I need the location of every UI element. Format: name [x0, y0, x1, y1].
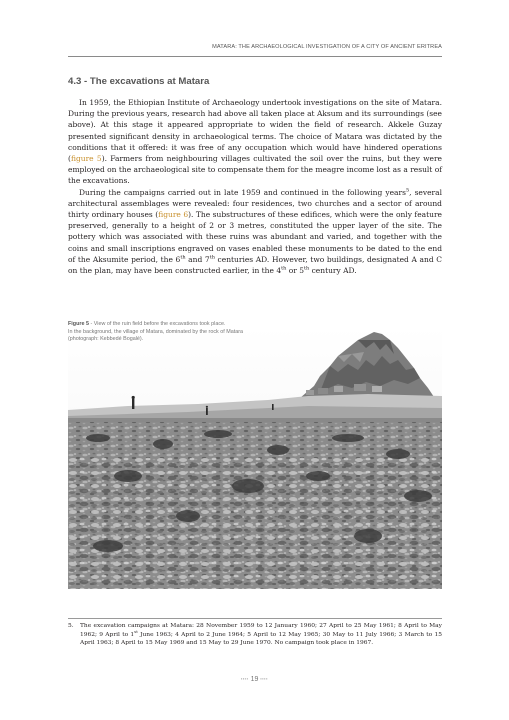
ordinal-suffix: th — [281, 265, 287, 272]
paragraph-2-text-c: ). The substructures of these edifices, which were the only feature preserved, generally to a height of 2 or 3 metres, constituted the upper layer of the site. The pottery which was associated with these ruins was abundant and varied, and together with the coins and small inscriptions engraved on vases enabled these monuments to be dated to the end of the Aksumite period, the 6 — [68, 210, 442, 264]
figure-label: Figure 5 — [68, 321, 89, 327]
paragraph-2-text-e: centuries AD. However, two buildings, designated A and C on the plan, may have been constructed earlier, in the 4 — [68, 254, 442, 276]
page-number: 19 — [250, 676, 259, 683]
caption-line-1 — [68, 321, 348, 329]
caption-text: - View of the ruin field before the excavations took place. — [88, 321, 226, 327]
paragraph-2-text-a: During the campaigns carried out in late 1959 and continued in the following years — [79, 187, 406, 197]
paragraph-2-text-g: century AD. — [309, 266, 357, 276]
footnote-text-b: June 1963; 4 April to 2 June 1964; 5 April to 12 May 1965; 30 May to 11 July 1966; 3 March to 15 April 1963; 8 April to 15 May 1969 and 15 May to 29 June 1970. No campaign took place in 1967. — [80, 631, 443, 647]
ordinal-suffix: st — [134, 628, 138, 634]
paragraph-1-text-b: ). Farmers from neighbouring villages cultivated the soil over the ruins, but they were employed on the archaeological site to compensate them for the meagre income lost as a result of the excavations. — [68, 154, 442, 186]
figure-5-photograph — [68, 326, 442, 589]
page-number-footer — [0, 676, 509, 683]
caption-line-3: (photograph: Kebbedé Bogalé). — [68, 336, 144, 343]
page-number-ornament-right: ▪▪▪▪ — [260, 676, 269, 681]
footnote-number: 5. — [68, 623, 74, 629]
paragraph-2-text-f: or 5 — [286, 266, 304, 276]
footnote-rule — [68, 618, 442, 619]
figure-5-link[interactable]: figure 5 — [70, 154, 102, 164]
paragraph-2-text-b: , several architectural assemblages were revealed: four residences, two churches and a sector of around thirty ordinary houses ( — [68, 187, 442, 220]
paragraph-2-text-d: and 7 — [185, 254, 210, 264]
paragraph-2 — [68, 187, 442, 277]
figure-5-caption — [68, 321, 348, 344]
body-text — [68, 97, 442, 276]
paragraph-1 — [68, 97, 442, 187]
ordinal-suffix: th — [209, 254, 215, 261]
paragraph-1-text-a: In 1959, the Ethiopian Institute of Archaeology undertook investigations on the site of Matara. During the previous years, research had above all taken place at Aksum and its surroundings (see above). At this stage it appeared appropriate to widen the field of research. Akkele Guzay presented significant density in archaeological terms. The choice of Matara was dictated by the conditions that it offered: it was free of any occupation which would have hindered operations ( — [68, 98, 442, 164]
footnote-text — [80, 622, 442, 648]
header-rule — [68, 56, 442, 57]
page-number-ornament-left: ▪▪▪▪ — [240, 676, 249, 681]
ordinal-suffix: th — [180, 254, 186, 261]
caption-line-2: In the background, the village of Matara, dominated by the rock of Matara — [68, 328, 243, 335]
section-heading: 4.3 - The excavations at Matara — [68, 76, 210, 87]
footnote-5 — [68, 622, 442, 648]
footnote-ref-5[interactable]: 5 — [405, 187, 410, 194]
figure-6-link[interactable]: figure 6 — [158, 210, 189, 220]
running-header: MATARA: THE ARCHAEOLOGICAL INVESTIGATION OF A CITY OF ANCIENT ERITREA — [212, 44, 442, 50]
ordinal-suffix: th — [303, 265, 310, 272]
footnote-text-a: The excavation campaigns at Matara: 28 November 1959 to 12 January 1960; 27 April to 25 May 1961; 8 April to May 1962; 9 April to 1 — [80, 623, 442, 638]
